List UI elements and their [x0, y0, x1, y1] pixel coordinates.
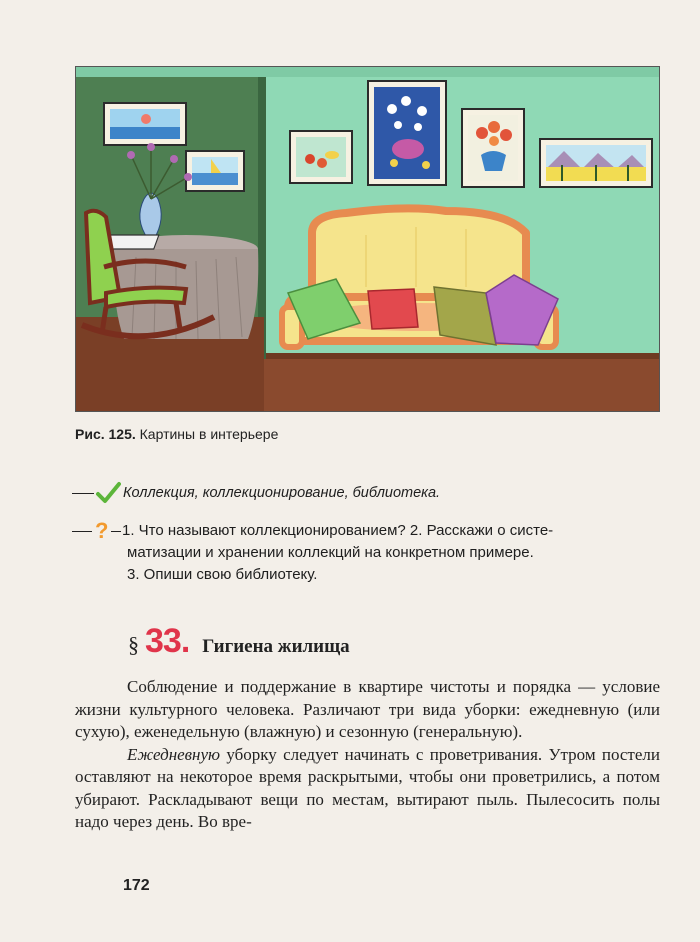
questions-block [72, 520, 664, 586]
question-line-1: 1. Что называют коллекционированием? 2. Расскажи о систе- [122, 522, 554, 539]
section-heading [128, 622, 350, 661]
section-title: Гигиена жилища [202, 636, 350, 657]
italic-term: Ежедневную [127, 744, 221, 764]
paragraph-2: Ежедневную уборку следует начинать с проветривания. Утром постели оставляют на некоторое время раскрытыми, чтобы они проветрились, а потом убирают. Раскладывают вещи по местам, вытирают пыль. Пылесосить полы надо через день. Во вре- [75, 744, 660, 831]
keywords-text: Коллекция, коллекционирование, библиотека. [123, 485, 441, 501]
paragraph-1: Соблюдение и поддержание в квартире чистоты и порядка — условие жизни культурного человека. Различают три вида уборки: ежедневную (или сухую), еженедельную (влажную) и сезонную (генеральную). [75, 677, 660, 741]
flower-pot-picture [462, 109, 524, 187]
keywords-block [72, 478, 662, 508]
question-line-2: матизации и хранении коллекций на конкретном примере. [127, 544, 534, 561]
section-dot: . [180, 622, 191, 660]
dash [72, 493, 94, 494]
paragraph-sign: § [128, 632, 139, 657]
figure-caption-text: Картины в интерьере [139, 426, 279, 442]
cushion-red [368, 289, 418, 329]
bouquet-picture [368, 81, 446, 185]
body-text [75, 676, 660, 834]
checkmark-icon [95, 480, 121, 506]
seascape-picture [104, 103, 186, 145]
figure-caption [75, 426, 278, 442]
page-number: 172 [123, 877, 150, 894]
section-number: 33 [145, 622, 181, 660]
landscape-picture [540, 139, 652, 187]
figure-label: Рис. 125. [75, 426, 136, 442]
fruit-picture [290, 131, 352, 183]
room-illustration [75, 66, 660, 412]
question-mark-icon: ? [72, 520, 122, 542]
question-line-3: 3. Опиши свою библиотеку. [127, 566, 318, 583]
boat-picture [186, 151, 244, 191]
